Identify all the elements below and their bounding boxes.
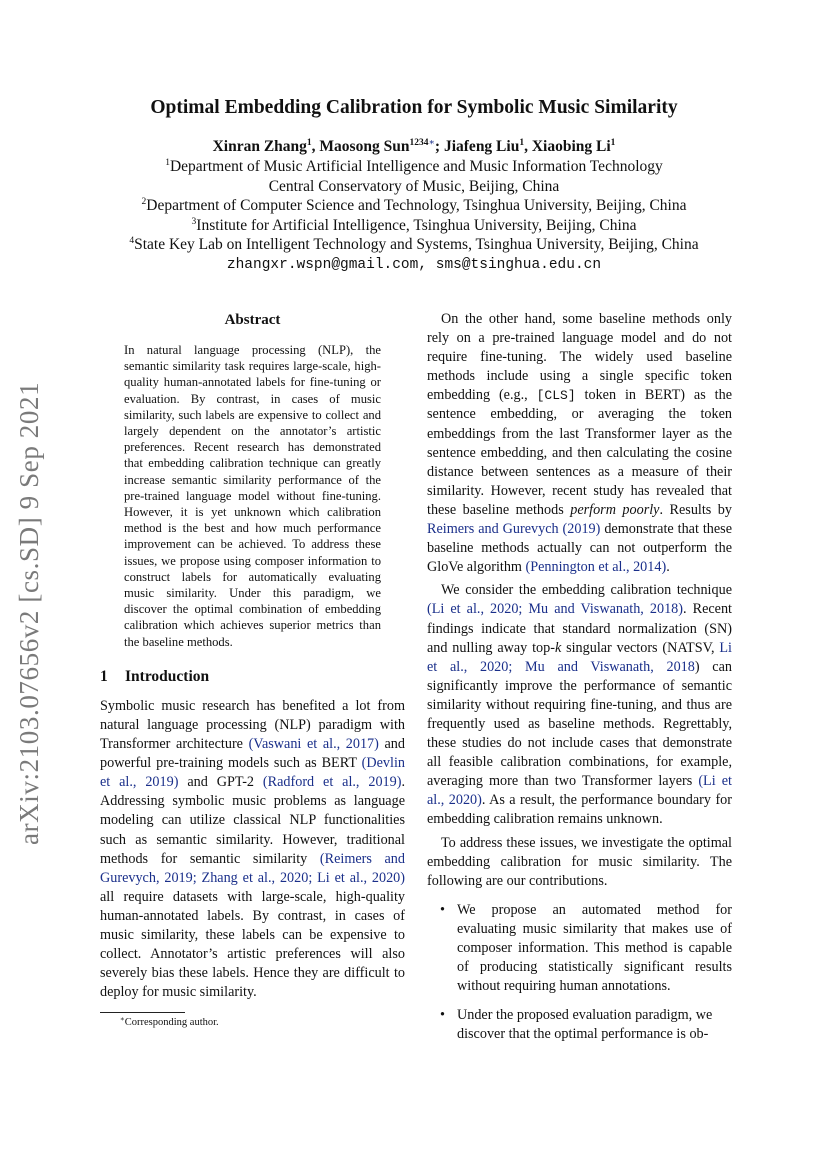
citation-link[interactable]: Li et al., 2020; Mu and Viswanath, 2018: [427, 639, 732, 675]
abstract-text: In natural language processing (NLP), the semantic similarity task requires large-scale, high-quality human-annotated labels for fine-tuning or evaluation. By contrast, in cases of music similarity, such labels are expensive to collect and largely dependent on the annotator’s artistic preferences. Recent research has demonstrated that embedding calibration technique can greatly increase semantic similarity performance of the pre-trained language model without fine-tuning. However, it is yet unknown which calibration method is the best and how much performance improvement can be achieved. To address these issues, we propose using composer information to construct labels for automatically evaluating music similarity. Under this paradigm, we discover the optimal combination of embedding calibration which achieves superior metrics than the baseline methods.: [124, 343, 381, 649]
citation-link[interactable]: (Pennington et al., 2014): [525, 559, 667, 576]
body-paragraph: To address these issues, we investigate the optimal embedding calibration for music similarity. The following are our contributions.: [427, 834, 732, 889]
citation-link[interactable]: (Vaswani et al., 2017): [248, 736, 379, 753]
affiliation: $^2$Department of Computer Science and Technology, Tsinghua University, Beijing, China: [141, 197, 687, 214]
paper-header: [0, 95, 828, 275]
author: Xinran Zhang$^1$: [212, 138, 312, 155]
citation-link[interactable]: (Reimers and Gurevych, 2019; Zhang et al., 2020; Li et al., 2020): [100, 850, 405, 886]
bullet-icon: •: [440, 1007, 445, 1024]
intro-paragraph: Symbolic music research has benefited a lot from natural language processing (NLP) paradigm with Transformer architecture (Vaswani et al., 2017) and powerful pre-training models such as BERT (Devlin et al., 2019) and GPT-2 (Radford et al., 2019). Addressing symbolic music problems as language modeling can utilize classical NLP functionalities such as semantic similarity. However, traditional methods for semantic similarity (Reimers and Gurevych, 2019; Zhang et al., 2020; Li et al., 2020) all require datasets with large-scale, high-quality human-annotated labels. By contrast, in cases of music similarity, these labels can be expensive to collect. Annotator’s artistic preferences will also severely bias these labels. Hence they are difficult to deploy for music similarity.: [100, 697, 406, 1001]
left-column: [100, 310, 405, 1030]
affiliation: Central Conservatory of Music, Beijing, China: [268, 177, 560, 195]
list-item: • We propose an automated method for evaluating music similarity that makes use of composer information. This method is capable of producing statistically significant results without requiring human annotations.: [440, 901, 732, 995]
section-heading-introduction: [100, 667, 405, 687]
abstract-heading: Abstract: [224, 312, 281, 328]
affiliation: $^4$State Key Lab on Intelligent Technology and Systems, Tsinghua University, Beijing, China: [129, 236, 699, 253]
author: Xiaobing Li$^1$: [531, 138, 616, 155]
footnote-rule: [100, 1012, 185, 1013]
bullet-icon: •: [440, 901, 445, 918]
citation-link[interactable]: (Li et al., 2020): [427, 773, 732, 809]
author: Jiafeng Liu$^1$: [443, 138, 525, 155]
right-column: [427, 310, 732, 1054]
citation-link[interactable]: (Devlin et al., 2019): [100, 755, 405, 791]
body-paragraph: On the other hand, some baseline methods only rely on a pre-trained language model and do not require fine-tuning. The widely used baseline methods include using a single specific token embedding (e.g., [CLS] token in BERT) as the sentence embedding, or averaging the token embeddings from the last Transformer layer as the sentence embedding, and then calculating the cosine distance between sentences as a measure of their similarity. However, recent study has revealed that these baseline methods perform poorly. Results by Reimers and Gurevych (2019) demonstrate that these baseline methods actually can not outperform the GloVe algorithm (Pennington et al., 2014).: [427, 311, 733, 576]
contribution-list: [427, 901, 732, 1045]
section-title: Introduction: [125, 667, 210, 685]
citation-link[interactable]: (Li et al., 2020; Mu and Viswanath, 2018): [427, 601, 683, 618]
citation-link[interactable]: (Radford et al., 2019): [262, 774, 402, 791]
author: Maosong Sun$^{1234∗}$: [319, 138, 435, 155]
paper-title: Optimal Embedding Calibration for Symbolic Music Similarity: [150, 97, 678, 118]
author-list: Xinran Zhang$^1$, Maosong Sun$^{1234∗}$; Jiafeng Liu$^1$, Xiaobing Li$^1$: [212, 138, 616, 155]
author-emails[interactable]: zhangxr.wspn@gmail.com, sms@tsinghua.edu.cn: [226, 256, 602, 273]
affiliation: $^3$Institute for Artificial Intelligence, Tsinghua University, Beijing, China: [191, 216, 637, 234]
footnote: ∗Corresponding author.: [120, 1015, 219, 1029]
inline-code: [CLS]: [536, 388, 576, 404]
citation-link[interactable]: Reimers and Gurevych (2019): [427, 521, 601, 538]
affiliation: $^1$Department of Music Artificial Intelligence and Music Information Technology: [165, 158, 663, 175]
body-paragraph: We consider the embedding calibration technique (Li et al., 2020; Mu and Viswanath, 2018). Recent findings indicate that standard normalization (SN) and nulling away top-k singular vectors (NATSV, Li et al., 2020; Mu and Viswanath, 2018) can significantly improve the performance of semantic similarity without requiring fine-tuning, and thus are frequently used as baseline methods. Regrettably, these studies do not include cases that demonstrate all feasible calibration combinations, for example, averaging more than two Transformer layers (Li et al., 2020). As a result, the performance boundary for embedding calibration remains unknown.: [427, 582, 732, 828]
list-item: • Under the proposed evaluation paradigm, we discover that the optimal performance is ob-: [440, 1007, 713, 1043]
corresponding-author-mark[interactable]: ∗: [428, 138, 435, 148]
arxiv-side-stamp: [2, 375, 56, 845]
section-number: 1: [100, 667, 108, 685]
arxiv-identifier: arXiv:2103.07656v2 [cs.SD] 9 Sep 2021: [14, 381, 44, 845]
